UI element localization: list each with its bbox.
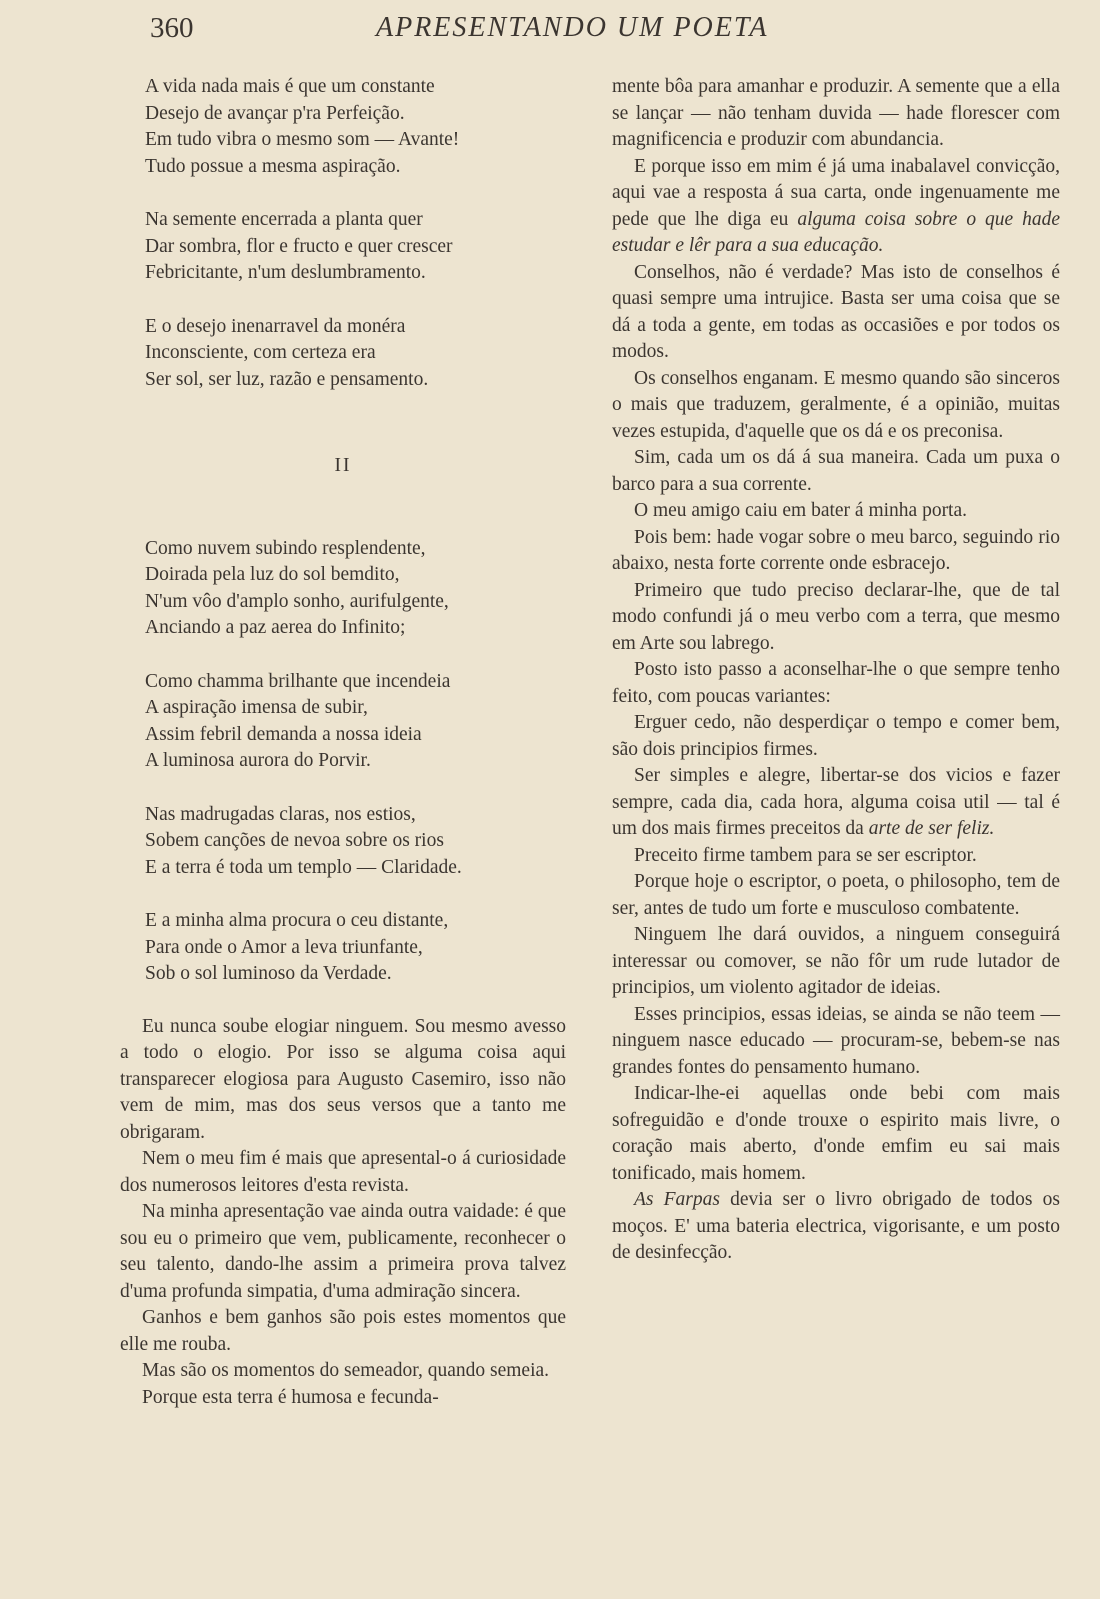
poem-stanza [120, 908, 566, 988]
right-column [612, 74, 1060, 1267]
poem-line: Sobem canções de nevoa sobre os rios [145, 830, 444, 851]
poem-line: Desejo de avançar p'ra Perfeição. [145, 102, 405, 124]
page-number: 360 [150, 12, 194, 44]
paragraph: Porque hoje o escriptor, o poeta, o philosopho, tem de ser, antes de tudo um forte e musculoso combatente. [612, 871, 1060, 919]
poem-line: Doirada pela luz do sol bemdito, [145, 564, 400, 585]
italic-text: alguma coisa sobre o que hade estudar e lêr para a sua educação. [612, 208, 1060, 256]
paragraph: Eu nunca soube elogiar ninguem. Sou mesmo avesso a todo o elogio. Por isso se alguma coisa aqui transparecer elogiosa para Augusto Casemiro, isso não vem de mim, mas dos seus versos que a tanto me obrigaram. [120, 1015, 566, 1143]
paragraph: Primeiro que tudo preciso declarar-lhe, que de tal modo confundi já o meu verbo com a terra, que mesmo em Arte sou labrego. [612, 579, 1060, 654]
italic-text: arte de ser feliz. [868, 818, 995, 839]
paragraph: O meu amigo caiu em bater á minha porta. [634, 500, 968, 521]
text-run: Ser simples e alegre, libertar-se dos vicios e fazer sempre, cada dia, cada hora, alguma coisa util — tal é um dos mais firmes preceitos da [612, 765, 1060, 839]
poem-line: A aspiração imensa de subir, [145, 697, 368, 718]
poem-line: E a terra é toda um templo — Claridade. [145, 856, 462, 878]
poem-line: N'um vôo d'amplo sonho, aurifulgente, [145, 590, 449, 612]
paragraph: mente bôa para amanhar e produzir. A semente que a ella se lançar — não tenham duvida — hade florescer com magnificencia e produzir com abundancia. [612, 76, 1060, 150]
paragraph: Preceito firme tambem para se ser escriptor. [634, 844, 977, 866]
paragraph: Erguer cedo, não desperdiçar o tempo e comer bem, são dois principios firmes. [612, 712, 1060, 760]
poem-line: A vida nada mais é que um constante [145, 76, 435, 97]
text-run: devia ser o livro obrigado de todos os moços. E' uma bateria electrica, vigorisante, e um posto de desinfecção. [612, 1189, 1060, 1263]
poem-line: Tudo possue a mesma aspiração. [145, 155, 401, 177]
paragraph: Sim, cada um os dá á sua maneira. Cada um puxa o barco para a sua corrente. [612, 447, 1060, 495]
poem-line: Anciando a paz aerea do Infinito; [145, 617, 406, 638]
poem-line: Ser sol, ser luz, razão e pensamento. [145, 368, 429, 390]
paragraph: Os conselhos enganam. E mesmo quando são sinceros o mais que traduzem, geralmente, é a opinião, muitas vezes estupida, d'aquelle que os dá e os preconisa. [612, 367, 1060, 442]
poem-line: Como nuvem subindo resplendente, [145, 537, 426, 559]
running-head: APRESENTANDO UM POETA [376, 12, 769, 43]
poem-stanza [120, 207, 566, 287]
italic-text: As Farpas [634, 1189, 720, 1210]
text-run: E porque isso em mim é já uma inabalavel convicção, aqui vae a resposta á sua carta, onde ingenuamente me pede que lhe diga eu [612, 155, 1060, 230]
poem-line: A luminosa aurora do Porvir. [145, 750, 371, 771]
paragraph: Ganhos e bem ganhos são pois estes momentos que elle me rouba. [120, 1307, 566, 1355]
poem-line: Assim febril demanda a nossa ideia [145, 723, 422, 745]
paragraph: Pois bem: hade vogar sobre o meu barco, seguindo rio abaixo, nesta forte corrente onde esbracejo. [612, 526, 1060, 574]
poem-line: Para onde o Amor a leva triunfante, [145, 936, 423, 958]
paragraph: Ninguem lhe dará ouvidos, a ninguem conseguirá interessar ou comover, se não fôr um rude lutador de principios, um violento agitador de ideias. [612, 924, 1060, 998]
paragraph [612, 763, 1060, 843]
left-prose [120, 1014, 566, 1412]
poem-line: E o desejo inenarravel da monéra [145, 315, 406, 337]
paragraph: Indicar-lhe-ei aquellas onde bebi com mais sofreguidão e d'onde trouxe o espirito mais livre, o coração mais aberto, d'onde emfim eu sai mais tonificado, mais homem. [612, 1083, 1060, 1184]
poem-line: Na semente encerrada a planta quer [145, 209, 423, 230]
poem-line: Dar sombra, flor e fructo e quer crescer [145, 235, 453, 257]
poem-stanza [120, 802, 566, 882]
poem-stanza [120, 314, 566, 394]
left-column [120, 74, 566, 1411]
section-numeral: II [334, 455, 352, 476]
paragraph: Mas são os momentos do semeador, quando semeia. [142, 1360, 550, 1381]
poem-stanza [120, 74, 566, 180]
paragraph: Nem o meu fim é mais que apresental-o á curiosidade dos numerosos leitores d'esta revista. [120, 1148, 566, 1196]
poem-line: Sob o sol luminoso da Verdade. [145, 963, 392, 984]
paragraph: Posto isto passo a aconselhar-lhe o que sempre tenho feito, com poucas variantes: [612, 659, 1060, 707]
paragraph [612, 1187, 1060, 1267]
poem-line: E a minha alma procura o ceu distante, [145, 910, 449, 931]
paragraph: Porque esta terra é humosa e fecunda- [142, 1386, 439, 1408]
poem-stanza [120, 536, 566, 642]
poem-line: Em tudo vibra o mesmo som — Avante! [145, 129, 460, 150]
paragraph: Na minha apresentação vae ainda outra vaidade: é que sou eu o primeiro que vem, publicamente, reconhecer o seu talento, dando-lhe assim a primeira prova talvez d'uma profunda simpatia, d'uma admiração sincera. [120, 1201, 566, 1302]
poem-line: Febricitante, n'um deslumbramento. [145, 262, 426, 283]
poem-line: Como chamma brilhante que incendeia [145, 670, 451, 692]
paragraph: Conselhos, não é verdade? Mas isto de conselhos é quasi sempre uma intrujice. Basta ser uma coisa que se dá a toda a gente, em todas as occasiões e por todos os modos. [612, 261, 1060, 362]
poem-line: Inconsciente, com certeza era [145, 342, 376, 363]
poem-stanza [120, 669, 566, 775]
paragraph [612, 154, 1060, 260]
poem-line: Nas madrugadas claras, nos estios, [145, 803, 416, 825]
paragraph: Esses principios, essas ideias, se ainda se não teem — ninguem nasce educado — procuram-se, bebem-se nas grandes fontes do pensamento humano. [612, 1003, 1060, 1078]
